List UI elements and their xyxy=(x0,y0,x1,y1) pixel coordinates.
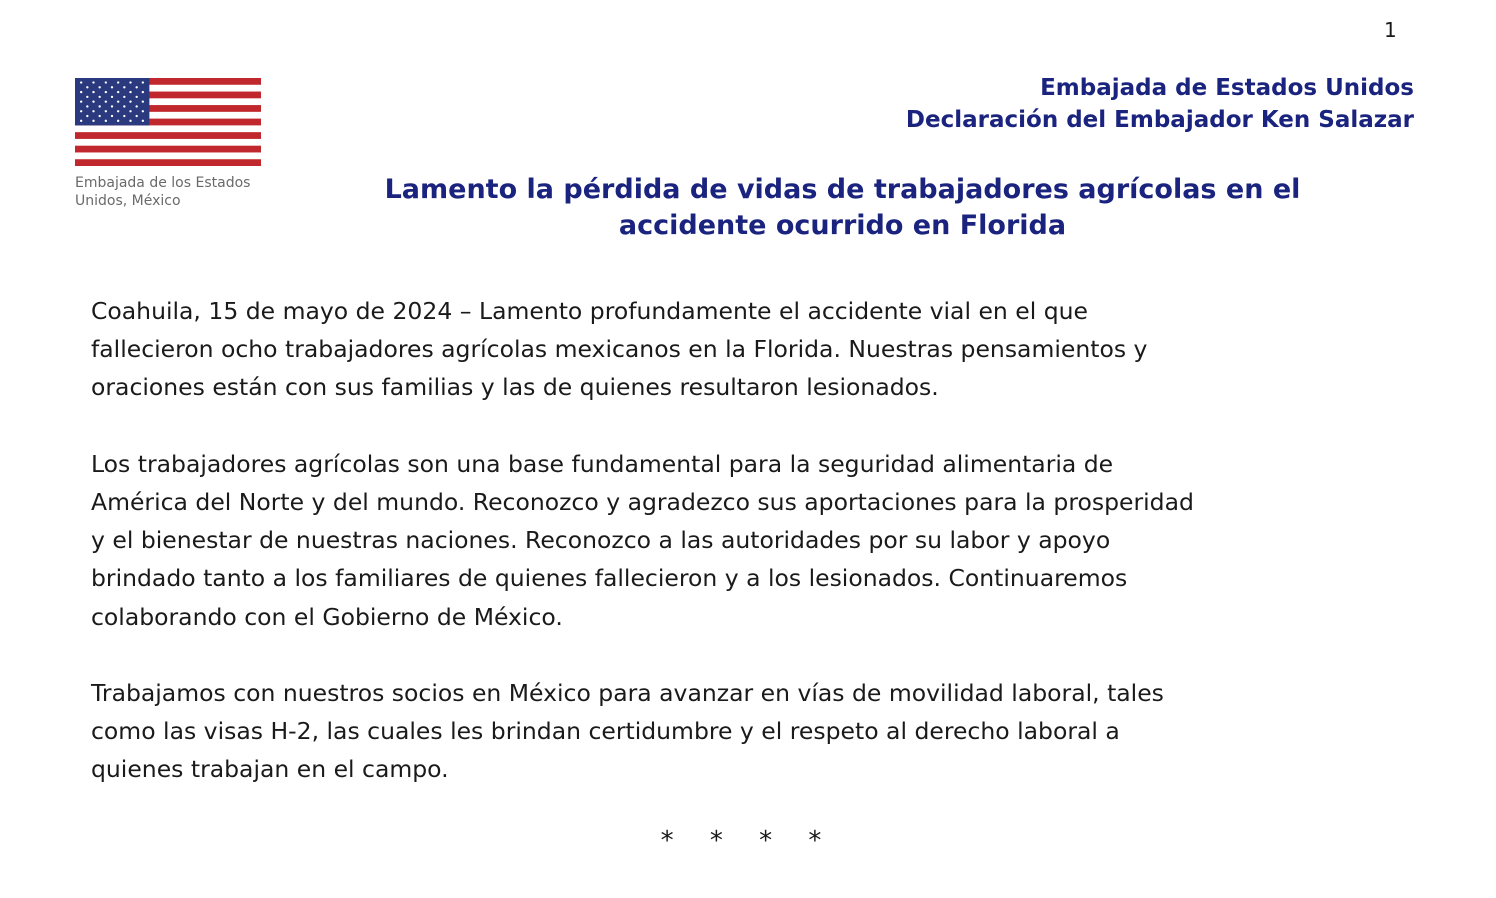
logo-caption xyxy=(75,174,275,210)
paragraph-1 xyxy=(91,292,1401,407)
statement-title: Declaración del Embajador Ken Salazar xyxy=(905,107,1414,133)
paragraph-line: quienes trabajan en el campo. xyxy=(91,755,449,784)
paragraph-line: Trabajamos con nuestros socios en México para avanzar en vías de movilidad laboral, tales xyxy=(91,679,1164,707)
embassy-title: Embajada de Estados Unidos xyxy=(1040,75,1414,101)
paragraph-line: fallecieron ocho trabajadores agrícolas mexicanos en la Florida. Nuestras pensamientos y xyxy=(91,335,1148,364)
logo-caption-line2: Unidos, México xyxy=(75,193,181,209)
paragraph-line: oraciones están con sus familias y las de quienes resultaron lesionados. xyxy=(91,373,939,402)
end-separator: * * * * xyxy=(660,826,836,856)
paragraph-line: Los trabajadores agrícolas son una base fundamental para la seguridad alimentaria de xyxy=(91,449,1114,478)
document-header xyxy=(906,72,1414,136)
paragraph-line: Coahuila, 15 de mayo de 2024 – Lamento profundamente el accidente vial en el que xyxy=(91,297,1089,325)
paragraph-line: América del Norte y del mundo. Reconozco y agradezco sus aportaciones para la prosperidad xyxy=(91,488,1194,516)
page-number: 1 xyxy=(1384,18,1397,42)
paragraph-line: brindado tanto a los familiares de quienes fallecieron y a los lesionados. Continuaremos xyxy=(91,564,1128,593)
embassy-logo xyxy=(75,78,263,210)
us-flag-icon xyxy=(75,78,261,166)
headline-line2: accidente ocurrido en Florida xyxy=(618,210,1067,241)
paragraph-line: colaborando con el Gobierno de México. xyxy=(91,602,563,631)
paragraph-line: como las visas H-2, las cuales les brindan certidumbre y el respeto al derecho laboral a xyxy=(91,717,1120,746)
paragraph-3 xyxy=(91,674,1401,789)
statement-body xyxy=(91,292,1401,827)
logo-caption-line1: Embajada de los Estados xyxy=(75,175,251,191)
paragraph-2 xyxy=(91,445,1401,636)
headline xyxy=(290,172,1395,244)
headline-line1: Lamento la pérdida de vidas de trabajadores agrícolas en el xyxy=(384,174,1301,205)
paragraph-line: y el bienestar de nuestras naciones. Reconozco a las autoridades por su labor y apoyo xyxy=(91,526,1111,555)
